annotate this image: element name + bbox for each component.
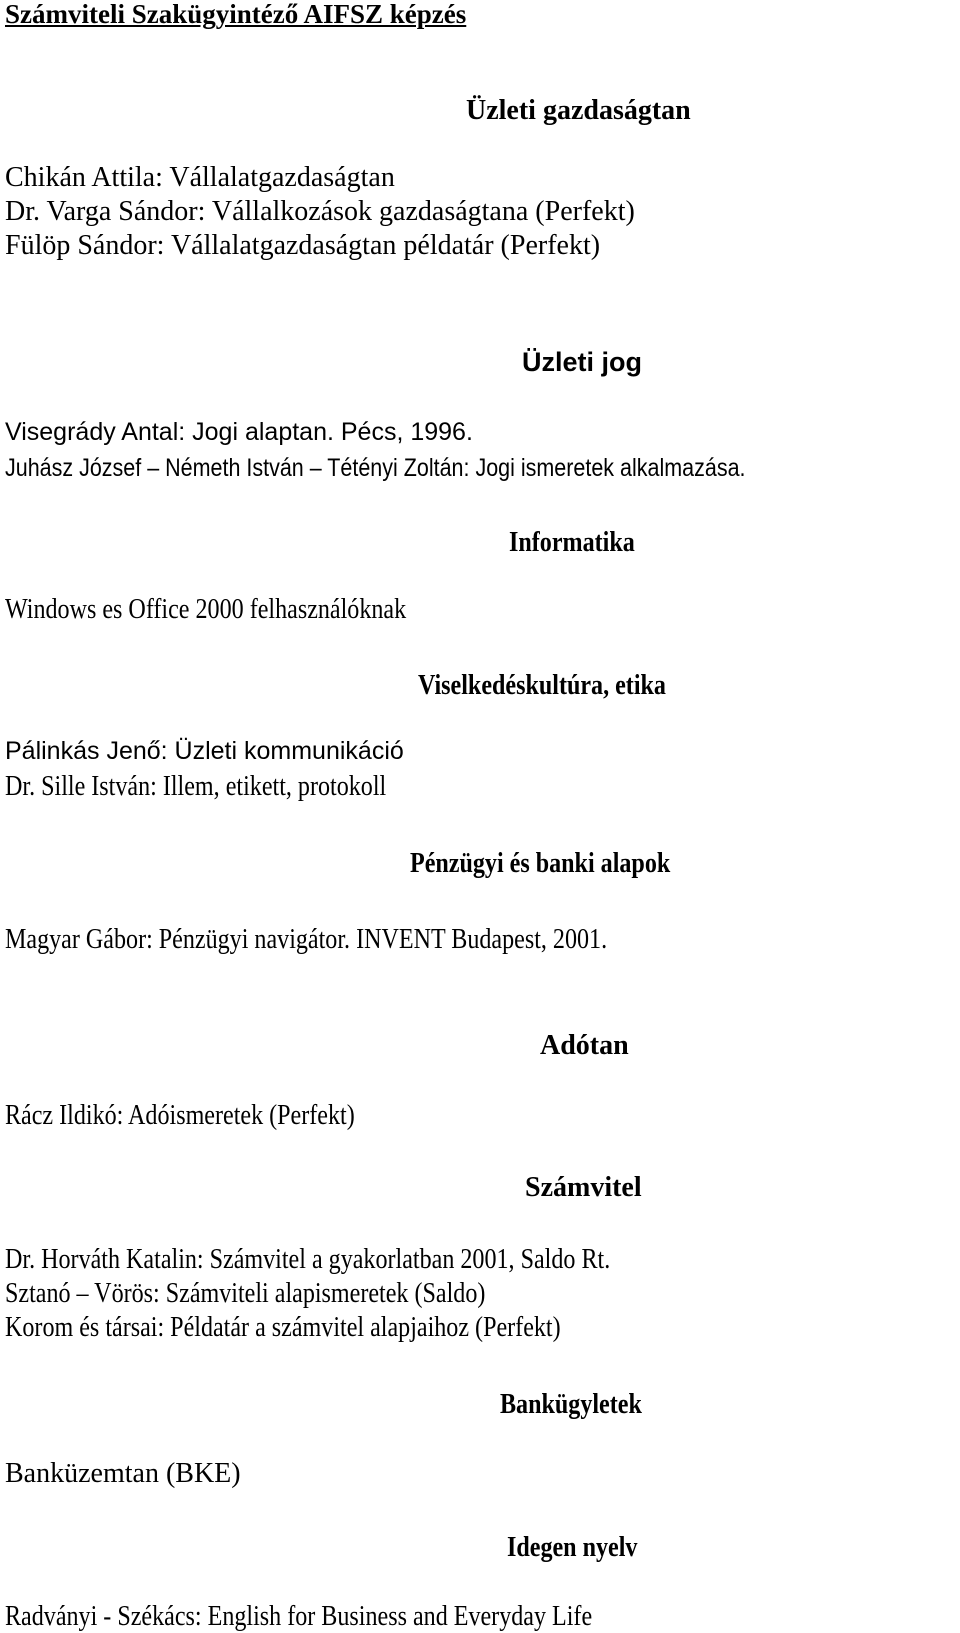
section-heading-penzugyi: Pénzügyi és banki alapok [410, 848, 671, 879]
book-line: Fülöp Sándor: Vállalatgazdaságtan példatár (Perfekt) [5, 230, 601, 261]
book-line: Dr. Varga Sándor: Vállalkozások gazdaságtana (Perfekt) [5, 196, 635, 227]
section-heading-uzleti-gazdasagtan: Üzleti gazdaságtan [466, 95, 691, 126]
book-line: Banküzemtan (BKE) [5, 1458, 241, 1489]
section-heading-adotan: Adótan [540, 1030, 629, 1061]
book-line: Dr. Horváth Katalin: Számvitel a gyakorlatban 2001, Saldo Rt. [5, 1244, 611, 1275]
book-line: Radványi - Székács: English for Business and Everyday Life [5, 1601, 593, 1632]
book-line: Magyar Gábor: Pénzügyi navigátor. INVENT Budapest, 2001. [5, 924, 608, 955]
book-line: Korom és társai: Példatár a számvitel alapjaihoz (Perfekt) [5, 1312, 561, 1343]
section-heading-szamvitel: Számvitel [525, 1172, 642, 1203]
section-heading-viselkedeskultura: Viselkedéskultúra, etika [418, 670, 666, 701]
section-heading-bankugyletek: Bankügyletek [500, 1389, 642, 1420]
document-title: Számviteli Szakügyintéző AIFSZ képzés [5, 0, 467, 29]
section-heading-uzleti-jog: Üzleti jog [522, 347, 642, 377]
book-line: Dr. Sille István: Illem, etikett, protokoll [5, 771, 387, 802]
book-line: Rácz Ildikó: Adóismeretek (Perfekt) [5, 1100, 355, 1131]
book-line: Chikán Attila: Vállalatgazdaságtan [5, 162, 395, 193]
section-heading-idegen-nyelv: Idegen nyelv [507, 1532, 638, 1563]
book-line: Windows es Office 2000 felhasználóknak [5, 594, 407, 625]
book-line: Visegrády Antal: Jogi alaptan. Pécs, 1996. [5, 418, 473, 446]
book-line: Juhász József – Németh István – Tétényi Zoltán: Jogi ismeretek alkalmazása. [5, 454, 746, 482]
book-line: Sztanó – Vörös: Számviteli alapismeretek (Saldo) [5, 1278, 486, 1309]
section-heading-informatika: Informatika [509, 527, 635, 558]
book-line: Pálinkás Jenő: Üzleti kommunikáció [5, 737, 404, 765]
